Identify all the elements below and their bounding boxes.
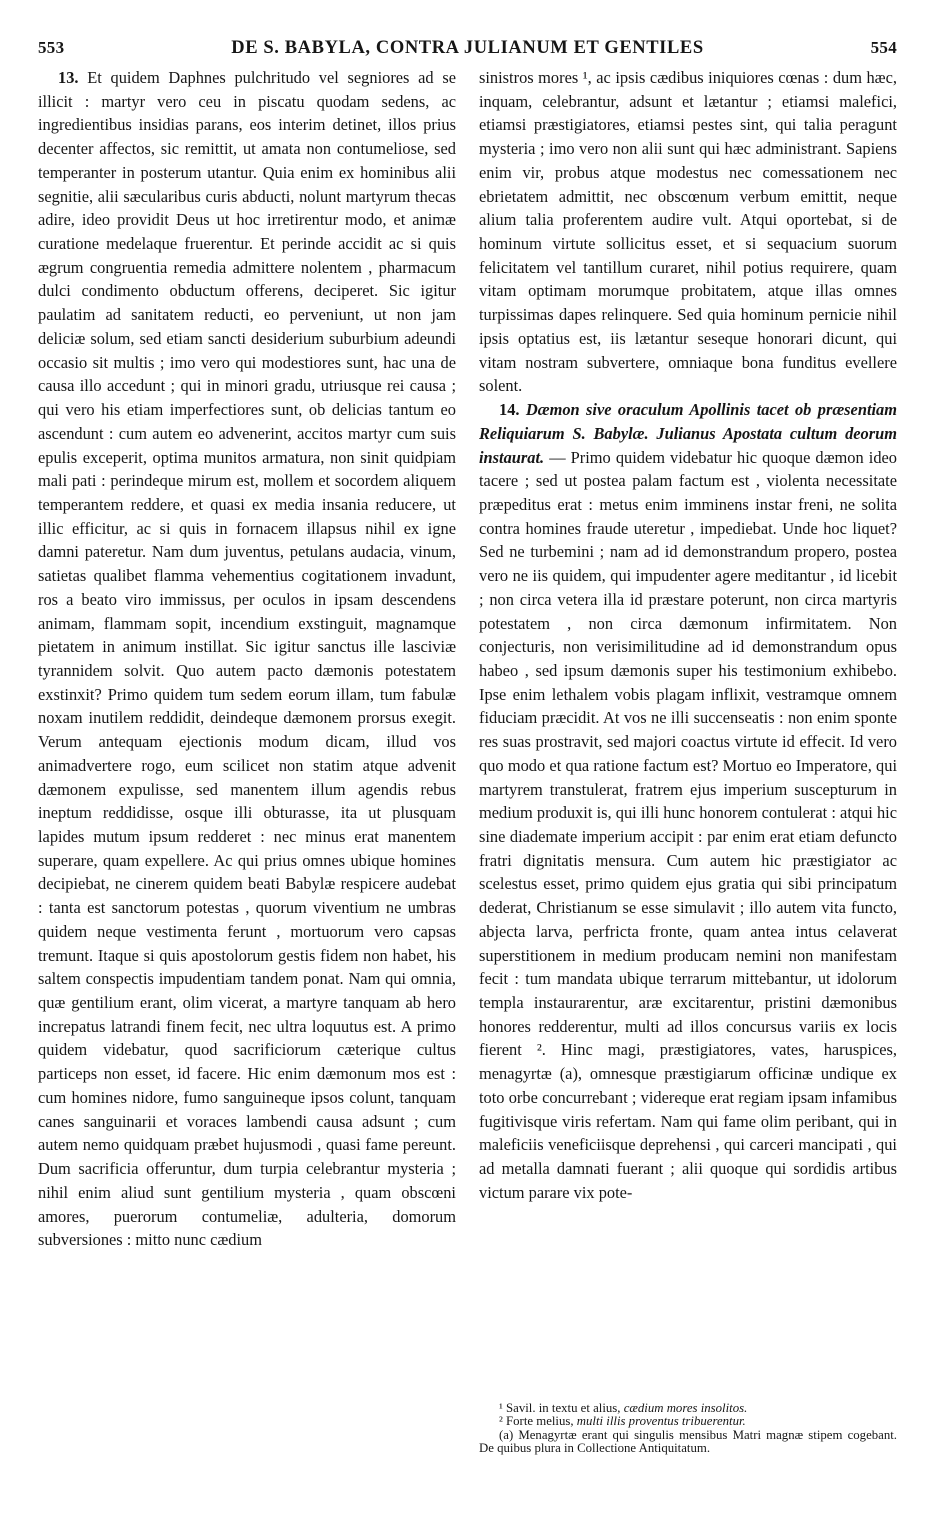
footnote-2-variant: multi illis proventus tribuerentur.: [576, 1414, 746, 1429]
footnotes: [479, 1402, 897, 1456]
continuation-paragraph: sinistros mores ¹, ac ipsis cædibus iniquiores cœnas : dum hæc, inquam, celebrantur, adsunt et lætantur ; etiamsi malefici, etiamsi præstigiatores, etiamsi pestes sint, qui talia peragunt mysteria ; imo vero non alii sunt qui hæc administrant. Sapiens enim vir, probus atque modestus nec comessationem nec ebrietatem admittit, nec obscœnum verbum emittit, neque alium talia proferentem audire vult. Atqui oportebat, si de hominum virtute sollicitus esset, et si sequacium suorum felicitatem vel tantillum curaret, nihil potius requirere, quam vitam optimam morumque probitatem, atque illas omnes turpissimas dapes relinquere. Sed quia hominum pernicie nihil ipsis optatius est, iis lætantur seseque honorari dicunt, qui vitam nostram subvertere, omniaque bona funditus evellere solent.: [479, 68, 897, 396]
left-page-number: 553: [38, 38, 65, 57]
running-title: DE S. BABYLA, CONTRA JULIANUM ET GENTILES: [231, 38, 704, 58]
footnote-1: [479, 1402, 897, 1415]
section-number-14: 14.: [499, 400, 520, 420]
footnote-1-variant: cædium mores insolitos.: [623, 1401, 748, 1415]
right-column: [479, 66, 897, 1205]
paragraph-13-text: Et quidem Daphnes pulchritudo vel segniores ad se illicit : martyr vero ceu in piscatu quodam sedens, ac ingredientibus insidias parans, eos interim detinet, illos prius decenter affectos, sic remittit, ut amata non contumeliose, sed temperanter in posterum utantur. Quia enim ex hominibus alii segnitie, alii sæcularibus curis abducti, nolunt martyrum thecas adire, ideo providit Deus ut hoc irretirentur modo, et animæ curatione medelaque fruerentur. Et perinde accidit ac si quis ægrum congruentia remedia admittere nolentem , pharmacum dulci condimento obductum offerens, deciperet. Sic igitur paulatim ad sanitatem reducti, eo perveniunt, ut non jam deliciæ solum, sed etiam sancti desiderium suburbium adeundi occasio sit multis ; imo vero qui modestiores sunt, hac una de causa illo accedunt ; qui in minori gradu, utriusque rei causa ; qui vero his etiam imperfectiores sunt, ob delicias tantum eo ascendunt : cum autem eo advenerint, accitos martyr cum suis epulis exceperit, optima munitos armatura, non sinit quidpiam mali pati : perindeque mirum est, mollem et socordem aliquem temperantem reddere, et quasi ex media insania reducere, ut illic efficitur, ac si quis in fornacem illapsus nihil ex igne damni pateretur. Nam dum juventus, petulans audacia, vinum, satietas qualibet flamma vehementius cogitationem invadunt, ros a beato viro immissus, per oculos in ipsam descendens animam, flammam sopit, incendium exstinguit, magnamque pietatem in animum instillat. Sic igitur sanctus ille lasciviæ tyrannidem solvit. Quo autem pacto dæmonis potestatem exstinxit? Primo quidem tum sedem eorum illam, tum fabulæ noxam inutilem reddidit, deindeque dæmonem prorsus exegit. Verum antequam ejectionis modum dicam, illud vos animadvertere rogo, eum scilicet non statim atque advenit dæmonem expulisse, sed manentem illum agendis rebus ineptum reddidisse, osque illi obturasse, ita ut plusquam lapides mutum ipsum redderet : nec minus erat manentem superare, quam expellere. Ac qui prius omnes ubique homines decipiebat, ne cinerem quidem beati Babylæ respicere audebat : tanta est sanctorum potestas , quorum viventium ne umbras quidem neque vestimenta ferunt , mortuorum vero capsas tremunt. Itaque si quis apostolorum gestis fidem non habet, his saltem conspectis impudentiam tandem ponat. Nam qui omnia, quæ gentilium erant, olim vicerat, a martyre tanquam ab hero increpatus latrandi finem fecit, nec ultra loquutus est. A primo quidem videbatur, quod sacrificiorum cæterique cultus particeps non esset, id facere. Hic enim dæmonum mos est : cum homines nidore, fumo sanguineque ipsos colunt, tanquam canes sanguinarii et voraces lambendi causa adsunt ; cum autem nemo quidquam præbet hujusmodi , quasi fame pereunt. Dum sacrificia offeruntur, dum turpia celebrantur mysteria ; nihil enim aliud sunt gentilium mysteria , quam obscœni amores, puerorum contumeliæ, adulteria, domorum subversiones : mitto nunc cædium: [38, 68, 456, 1250]
paragraph-13: [38, 66, 456, 1252]
footnote-a: (a) Menagyrtæ erant qui singulis mensibus Matri magnæ stipem cogebant. De quibus plura in Collectione Antiquitatum.: [479, 1427, 897, 1456]
left-column: [38, 66, 456, 1252]
footnote-1-prefix: ¹ Savil. in textu et alius,: [499, 1401, 621, 1415]
right-page-number: 554: [870, 38, 897, 57]
paragraph-14-text: — Primo quidem videbatur hic quoque dæmon ideo tacere ; sed ut postea palam factum est , violenta necessitate præpeditus erat : metus enim imminens instar freni, ne solita contra homines fraude uteretur , impediebat. Unde hoc liquet? Sed ne turbemini ; nam ad id demonstrandum propero, postea vero ne iis quidem, qui impudenter agere meditantur , id licebit ; non circa vetera illa id præstare poterunt, non circa martyris potestatem , non circa dæmonum infirmitatem. Non conjecturis, non verisimilitudine ad id demonstrandum opus habeo , sed ipsum dæmonis super his testimonium exhibebo. Ipse enim lethalem vobis plagam inflixit, vestramque omnem fiduciam præcidit. At vos ne illi succenseatis : non enim sponte res suas prostravit, sed majori coactus virtute id effecit. Id vero quo modo et qua ratione factum est? Mortuo eo Imperatore, qui martyrem transtulerat, fratrem ejus imperium suscepturum in medium produxit is, qui illi hunc honorem contulerat : atqui hic sine diademate imperium accipit : par enim erat etiam defuncto fratri dignitatis mensura. Cum autem hic præstigiator ac scelestus esset, primo quidem ejus gratia qui sibi principatum dederat, Christianum se esse simulavit ; illo autem vita functo, abjecta larva, perfricta fronte, quam antea intus celaverat superstitionem in medium producam nemini non manifestam fecit : tum mandata ubique terrarum mittebantur, ut idolorum templa instaurarentur, aræ excitarentur, pristini dæmonibus honores redderentur, multi ad illos concursus variis ex locis fierent ². Hinc magi, præstigiatores, vates, haruspices, menagyrtæ (a), omnesque præstigiarum officinæ undique ex toto orbe concurrebant ; videreque erat regiam ipsam infamibus fugitivisque viris refertam. Nam qui fame olim peribant, qui in maleficiis veneficiisque deprehensi , qui carceri mancipati , qui ad metalla damnati fuerant ; alii quoque qui sordidis artibus victum parare vix pote-: [479, 447, 897, 1202]
footnote-2-prefix: ² Forte melius,: [499, 1414, 574, 1429]
paragraph-14: [479, 398, 897, 1204]
section-heading-14: Dæmon sive oraculum Apollinis tacet ob præsentiam Reliquiarum S. Babylæ. Julianus Apostata cultum deorum instaurat.: [479, 400, 897, 467]
footnote-2: [479, 1415, 897, 1428]
section-number-13: 13.: [58, 68, 79, 87]
running-header: [38, 38, 897, 64]
